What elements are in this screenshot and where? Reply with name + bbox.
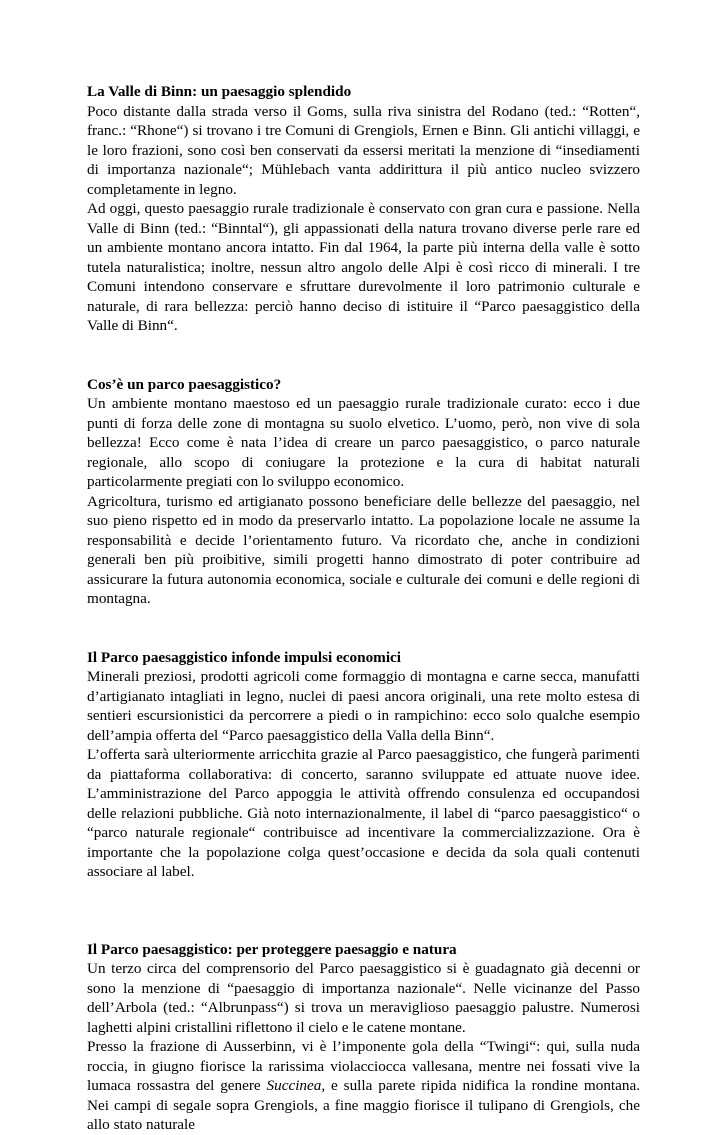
section-parco-paesaggistico — [87, 375, 640, 609]
paragraph: Poco distante dalla strada verso il Goms, sulla riva sinistra del Rodano (ted.: “Rotten“, franc.: “Rhone“) si trovano i tre Comuni di Grengiols, Ernen e Binn. Gli antichi villaggi, e le loro frazioni, sono così ben conservati da essersi meritati la menzione di “insediamenti di importanza nazionale“; Mühlebach vanta addirittura il più antico nucleo svizzero completamente in legno. — [87, 102, 640, 198]
section-heading: La Valle di Binn: un paesaggio splendido — [87, 83, 352, 100]
document-page — [87, 82, 640, 1135]
section-heading: Il Parco paesaggistico infonde impulsi economici — [87, 648, 402, 666]
section-proteggere-paesaggio — [87, 940, 640, 1135]
paragraph: L’offerta sarà ulteriormente arricchita grazie al Parco paesaggistico, che fungerà parimenti da piattaforma collaborativa: di concerto, saranno sviluppate ed attuate nuove idee. L’amministrazione del Parco appoggia le attività offrendo consulenza ed occupandosi delle relazioni pubbliche. Già noto internazionalmente, il label di “parco paesaggistico“ o “parco naturale regionale“ contribuisce ad incentivare la commercializzazione. Ora è importante che la popolazione colga quest’occasione e decida da sola quali contenuti associare al label. — [87, 746, 640, 880]
paragraph: Un ambiente montano maestoso ed un paesaggio rurale tradizionale curato: ecco i due punti di forza delle zone di montagna su suolo elvetico. L’uomo, però, non vive di sola bellezza! Ecco come è nata l’idea di creare un parco paesaggistico, o parco naturale regionale, allo scopo di coniugare la protezione e la cura di habitat naturali particolarmente pregiati con lo sviluppo economico. — [87, 395, 640, 490]
section-impulsi-economici — [87, 648, 640, 882]
paragraph-text: Presso la frazione di Ausserbinn, vi è l’imponente gola della “Twingi“: qui, sulla nuda roccia, in giugno fiorisce la rarissima violacciocca vallesana, mentre nei fossati vive la lumaca rossastra del genere — [87, 1038, 640, 1094]
paragraph: Agricoltura, turismo ed artigianato possono beneficiare delle bellezze del paesaggio, nel suo pieno rispetto ed in modo da preservarlo intatto. La popolazione locale ne assume la responsabilità e decide l’orientamento futuro. Va ricordato che, anche in condizioni generali ben più proibitive, simili progetti hanno dimostrato di poter contribuire ad assicurare la futura autonomia economica, sociale e culturale dei comuni e delle regioni di montagna. — [87, 492, 640, 607]
paragraph: Minerali preziosi, prodotti agricoli come formaggio di montagna e carne secca, manufatti d’artigianato intagliati in legno, nuclei di paesi ancora originali, una rete molto estesa di sentieri escursionistici da percorrere a piedi o in rampichino: ecco solo qualche esempio dell’ampia offerta del “Parco paesaggistico della Valla della Binn“. — [87, 668, 640, 744]
section-valle-di-binn — [87, 82, 640, 336]
paragraph: Ad oggi, questo paesaggio rurale tradizionale è conservato con gran cura e passione. Nella Valle di Binn (ted.: “Binntal“), gli appassionati della natura trovano diverse perle rare ed un ambiente montano ancora intatto. Fin dal 1964, la parte più interna della valle è sotto tutela naturalistica; inoltre, nessun altro angolo delle Alpi è così ricco di minerali. I tre Comuni intendono conservare e sfruttare durevolmente il loro patrimonio culturale e naturale, di rara bellezza: perciò hanno deciso di istituire il “Parco paesaggistico della Valle di Binn“. — [87, 200, 640, 334]
paragraph-text: , e sulla parete ripida nidifica la rondine montana. Nei campi di segale sopra Grengiols, a fine maggio fiorisce il tulipano di Grengiols, che allo stato naturale — [87, 1077, 641, 1133]
paragraph — [87, 1037, 640, 1135]
italic-genus-name: Succinea — [266, 1077, 322, 1094]
section-heading: Il Parco paesaggistico: per proteggere paesaggio e natura — [87, 940, 457, 958]
section-heading: Cos’è un parco paesaggistico? — [87, 375, 282, 393]
paragraph: Un terzo circa del comprensorio del Parco paesaggistico si è guadagnato già decenni or sono la menzione di “paesaggio di importanza nazionale“. Nelle vicinanze del Passo dell’Arbola (ted.: “Albrunpass“) si trova un meraviglioso paesaggio palustre. Numerosi laghetti alpini cristallini riflettono il cielo e le catene montane. — [87, 960, 640, 1036]
